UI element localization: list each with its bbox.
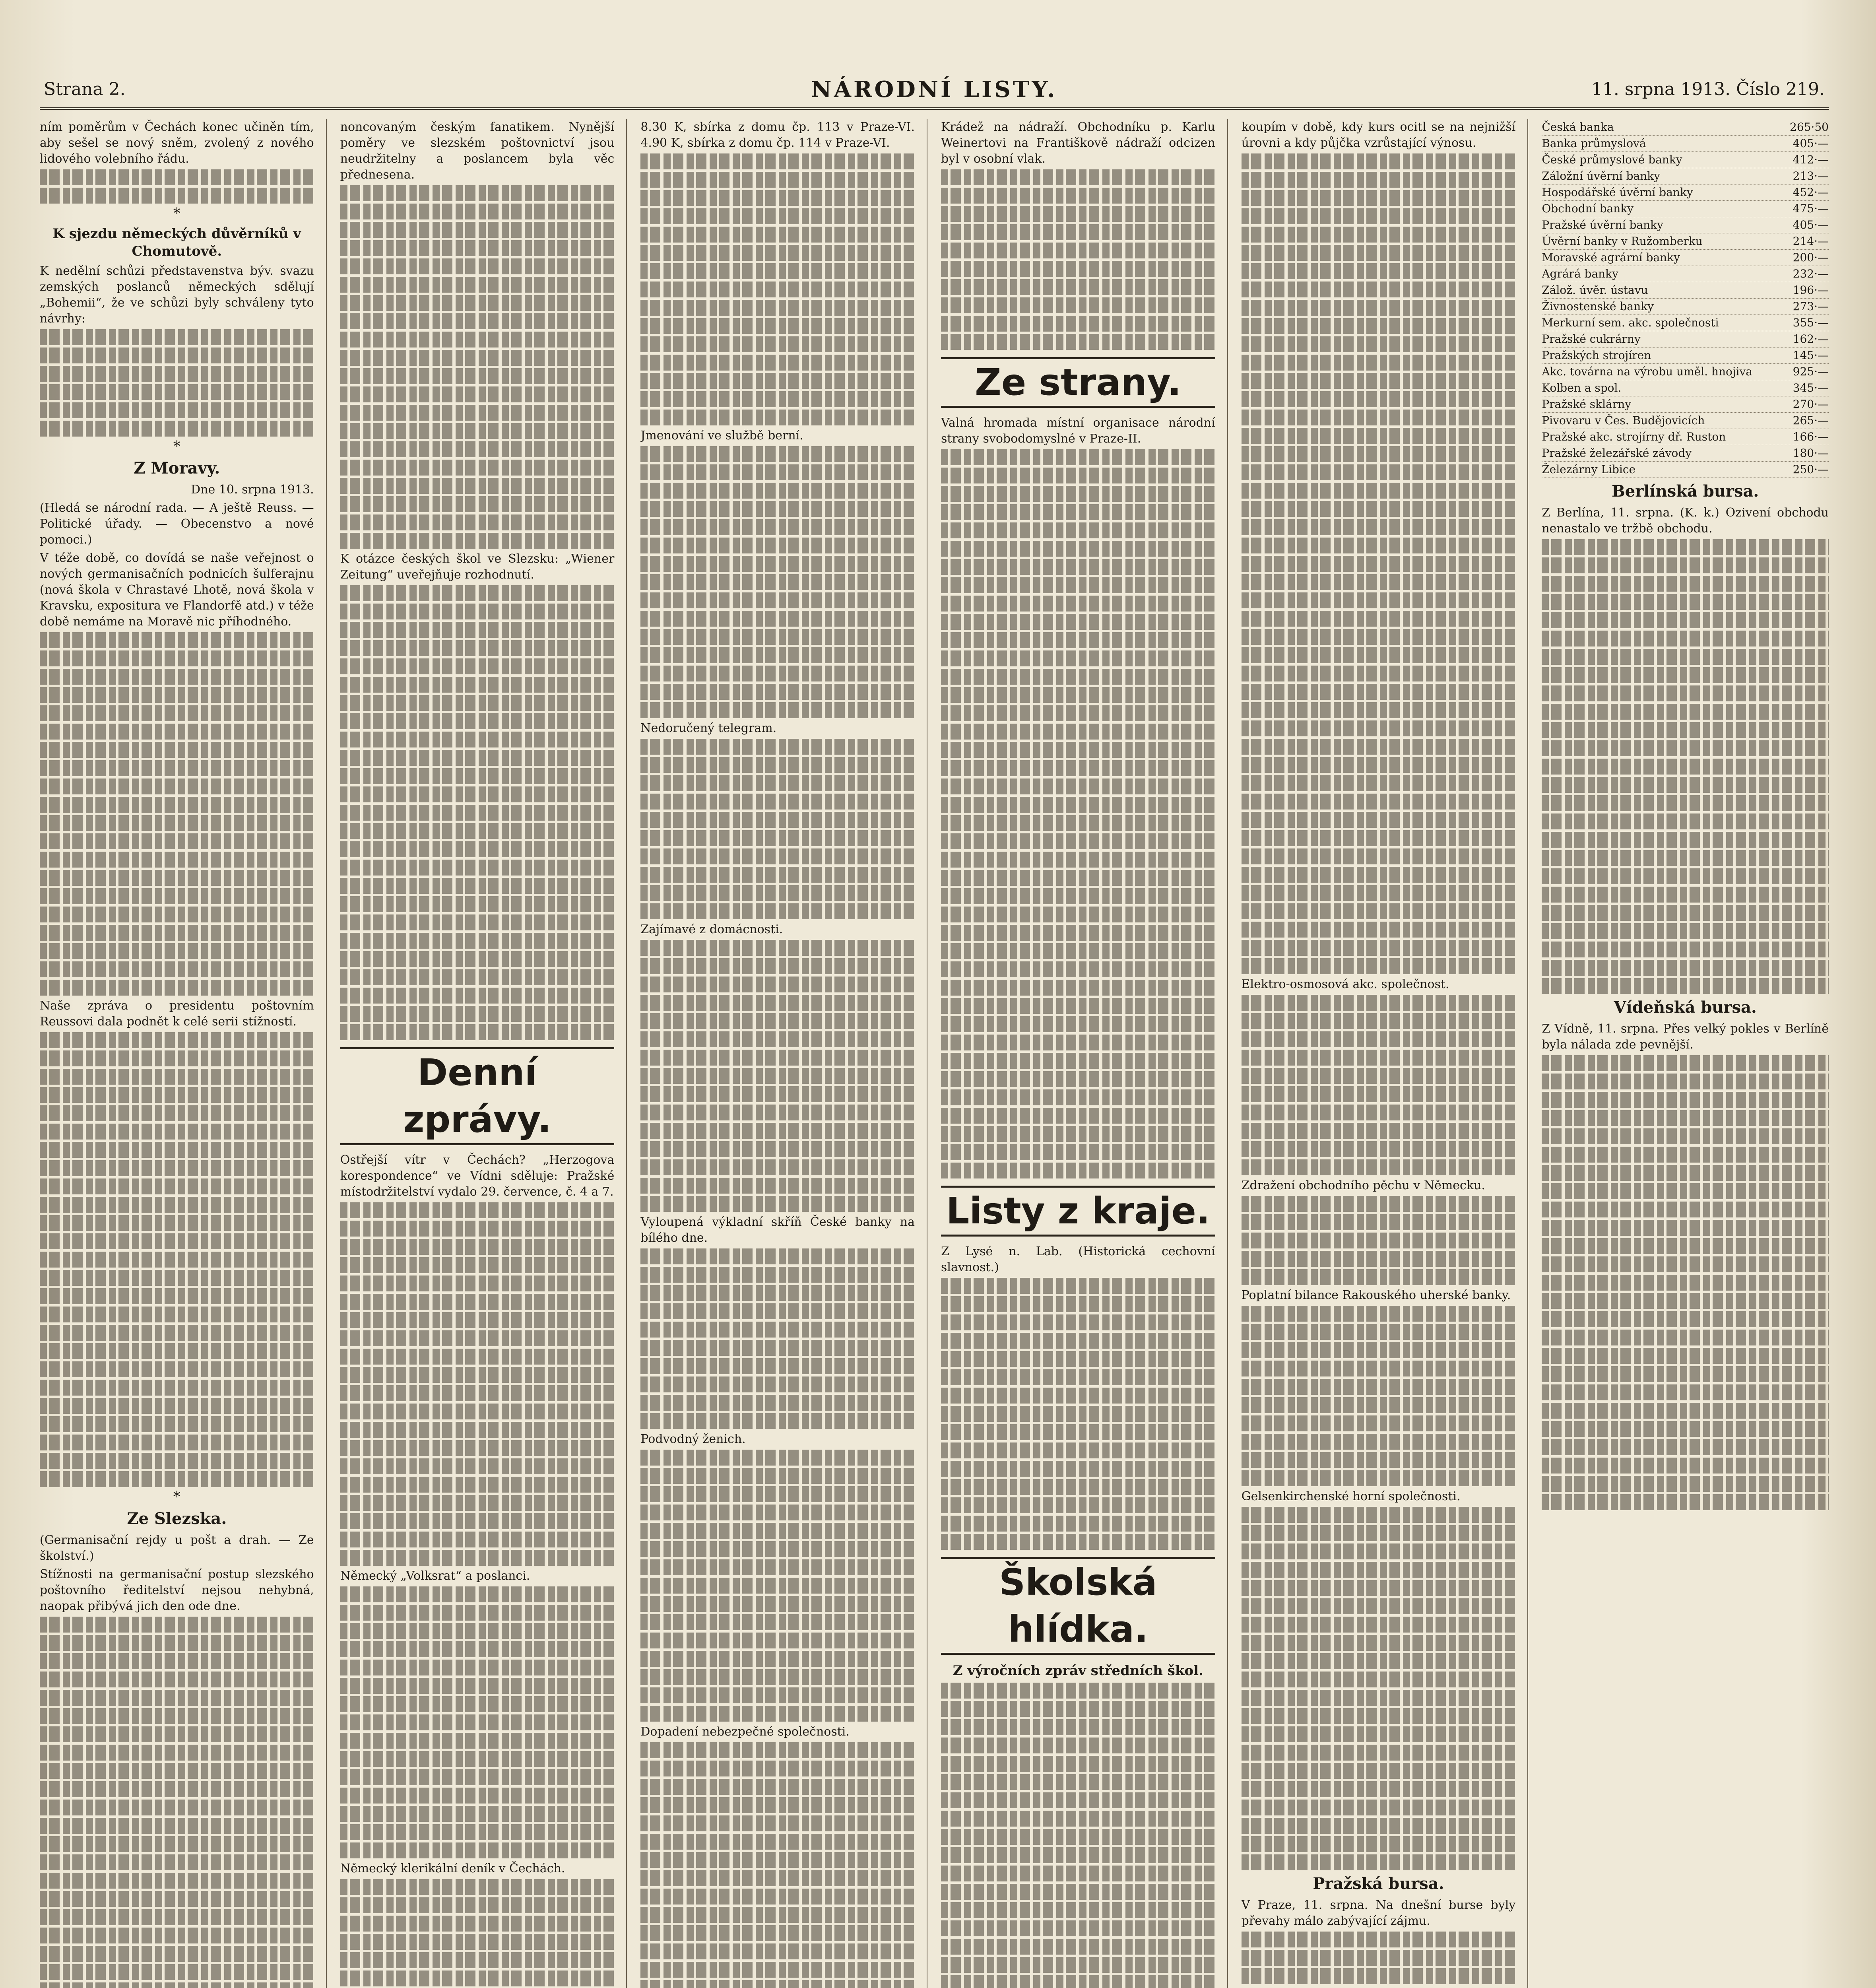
col2-text-3: Ostřejší vítr v Čechách? „Herzogova korespondence“ ve Vídni sděluje: Pražské místodržitelství vydalo 29. července, č. 4 a 7. [340,1153,615,1199]
heading-listy-z-kraje: Listy z kraje. [941,1186,1215,1237]
stock-price: 232·— [1793,267,1829,280]
stock-price: 265·50 [1790,120,1829,134]
sjezd-text: K nedělní schůzi představenstva býv. svazu zemských poslanců německých sdělují „Bohemii“, že ve schůzi byly schváleny tyto návrhy: [40,264,314,326]
col2-text-1: noncovaným českým fanatikem. Nynější poměry ve slezském poštovnictví jsou neudržitelny a poslancem byla věc přednesena. [340,120,615,182]
stock-name: Kolben a spol. [1542,381,1622,394]
table-row [1542,250,1829,266]
col5-text-1: koupím v době, kdy kurs ocitl se na nejnižší úrovni a kdy půjčka vzrůstající výnosu. [1241,120,1516,150]
col6-text-1: Z Berlína, 11. srpna. (K. k.) Ozivení obchodu nenastalo ve tržbě obchodu. [1542,506,1829,536]
col5-text-3: Zdražení obchodního pěchu v Německu. [1241,1178,1485,1192]
table-row [1542,364,1829,380]
masthead [40,76,1829,110]
stock-price: 214·— [1793,235,1829,248]
stock-name: Živnostenské banky [1542,300,1654,313]
stock-price: 273·— [1793,300,1829,313]
column-5 [1242,119,1529,1988]
stock-name: Pražské železářské závody [1542,447,1692,460]
col3-text-6: Podvodný ženich. [640,1432,746,1446]
col4-text-3: Z Lysé n. Lab. (Historická cechovní slavnost.) [941,1244,1215,1274]
stock-name: Záložní úvěrní banky [1542,169,1661,182]
stock-price: 475·— [1793,202,1829,215]
col3-text-5: Vyloupená výkladní skříň České banky na bílého dne. [640,1215,915,1245]
stock-name: Úvěrní banky v Ružomberku [1542,235,1703,248]
table-row [1542,136,1829,152]
col4-text-2: Valná hromada místní organisace národní strany svobodomyslné v Praze-II. [941,416,1215,446]
heading-ze-strany: Ze strany. [941,357,1215,408]
col4-text-1: Krádež na nádraží. Obchodníku p. Karlu Weinertovi na Františkově nádraží odcizen byl v osobní vlak. [941,120,1215,166]
stock-price: 213·— [1793,169,1829,182]
column-1: ním poměrům v Čechách konec učiněn tím, aby sešel se nový sněm, zvolený z nového lidového volebního řádu. * K sjezdu německých důvěrníků v Chomutově. K nedělní schůzi představenstva býv. svazu zemských poslanců německých sdělují „Bohemii“, že ve schůzi byly schváleny tyto návrhy: * Z Moravy. Dne 10. srpna 1913. (Hledá se národní rada. — A ještě Reuss. — Politické úřady. — Obecenstvo a nové pomoci.) V téže době, co dovídá se naše veřejnost o nových germanisačních podnicích šulferajnu (nová škola v Chrastavé Lhotě, nová škola v Kravsku, expositura ve Flandorfě atd.) v téže době nemáme na Moravě nic příhodného. Naše zpráva o presidentu poštovním Reussovi dala podnět k celé serii stížností. * Ze Slezska. (Germanisační rejdy u pošt a drah. — Ze školství.) Stížnosti na germanisační postup slezského poštovního ředitelství nejsou nehybná, naopak přibývá jich den ode dne. [40,119,327,1988]
intro-text: ním poměrům v Čechách konec učiněn tím, aby sešel se nový sněm, zvolený z nového lidového volebního řádu. [40,120,314,166]
col5-text-6: V Praze, 11. srpna. Na dnešní burse byly převahy málo zabývající zájmu. [1241,1898,1516,1928]
heading-berlinska-bursa: Berlínská bursa. [1611,482,1759,501]
col3-text-3: Nedoručený telegram. [640,721,777,735]
stock-name: Merkurní sem. akc. společnosti [1542,316,1719,329]
morava-date: Dne 10. srpna 1913. [191,483,314,497]
stock-price: 405·— [1793,137,1829,150]
heading-denni-zpravy: Denní zprávy. [340,1047,615,1145]
col3-text-4: Zajímavé z domácnosti. [640,922,783,936]
newspaper-title: NÁRODNÍ LISTY. [811,76,1057,103]
table-row [1542,331,1829,348]
stock-name: Pražských strojíren [1542,349,1651,362]
stock-name: Pražské úvěrní banky [1542,218,1663,231]
col5-text-5: Gelsenkirchenské horní společnosti. [1241,1489,1461,1503]
col5-text-2: Elektro-osmosová akc. společnost. [1241,977,1449,991]
stock-name: Hospodářské úvěrní banky [1542,186,1693,199]
heading-morava: Z Moravy. [134,459,220,478]
stock-price-table [1542,119,1829,478]
stock-name: Pražské cukrárny [1542,332,1641,346]
column-4 [941,119,1228,1988]
morava-text: V téže době, co dovídá se naše veřejnost o nových germanisačních podnicích šulferajnu (nová škola v Chrastavé Lhotě, nová škola v Kravsku, expositura ve Flandorfě atd.) v téže době nemáme na Moravě nic příhodného. [40,551,314,629]
stock-name: Akc. továrna na výrobu uměl. hnojiva [1542,365,1752,378]
col3-text-7: Dopadení nebezpečné společnosti. [640,1725,850,1739]
table-row [1542,201,1829,217]
stock-price: 270·— [1793,398,1829,411]
col2-text-4: Německý „Volksrat“ a poslanci. [340,1569,530,1583]
table-row [1542,299,1829,315]
stock-price: 250·— [1793,463,1829,476]
stock-price: 200·— [1793,251,1829,264]
stock-price: 355·— [1793,316,1829,329]
stock-price: 925·— [1793,365,1829,378]
slezsko-lead: (Germanisační rejdy u pošt a drah. — Ze školství.) [40,1533,314,1563]
stock-price: 162·— [1793,332,1829,346]
heading-videnska-bursa: Vídeňská bursa. [1614,998,1757,1017]
stock-name: Agrárá banky [1542,267,1618,280]
table-row [1542,348,1829,364]
table-row [1542,217,1829,233]
stock-price: 180·— [1793,447,1829,460]
subheading-skolska: Z výročních zpráv středních škol. [953,1663,1203,1679]
table-row [1542,429,1829,445]
table-row [1542,233,1829,250]
table-row [1542,413,1829,429]
heading-slezsko: Ze Slezska. [127,1509,227,1528]
page-number: Strana 2. [44,79,126,99]
heading-skolska-hlidka: Školská hlídka. [941,1557,1215,1655]
stock-name: Zálož. úvěr. ústavu [1542,283,1648,297]
reuss-text: Naše zpráva o presidentu poštovním Reussovi dala podnět k celé serii stížností. [40,999,314,1029]
column-6 [1542,119,1829,1988]
table-row [1542,445,1829,462]
column-3 [640,119,927,1988]
stock-price: 412·— [1793,153,1829,166]
table-row [1542,315,1829,331]
table-row [1542,168,1829,184]
stock-name: Obchodní banky [1542,202,1634,215]
heading-sjezd: K sjezdu německých důvěrníků v Chomutově. [52,226,301,259]
table-row [1542,396,1829,413]
table-row [1542,282,1829,299]
morava-lead: (Hledá se národní rada. — A ještě Reuss. — Politické úřady. — Obecenstvo a nové pomoci.) [40,501,314,547]
stock-price: 145·— [1793,349,1829,362]
stock-name: Česká banka [1542,120,1614,134]
table-row [1542,266,1829,282]
table-row [1542,152,1829,168]
stock-name: Železárny Libice [1542,463,1636,476]
stock-name: Pražské sklárny [1542,398,1632,411]
issue-date: 11. srpna 1913. Číslo 219. [1591,79,1825,99]
col5-text-4: Poplatní bilance Rakouského uherské banky. [1241,1288,1511,1302]
stock-price: 196·— [1793,283,1829,297]
col2-text-2: K otázce českých škol ve Slezsku: „Wiener Zeitung“ uveřejňuje rozhodnutí. [340,552,615,582]
stock-name: Pivovaru v Čes. Budějovicích [1542,414,1705,427]
stock-name: České průmyslové banky [1542,153,1682,166]
stock-name: Moravské agrární banky [1542,251,1680,264]
col6-text-2: Z Vídně, 11. srpna. Přes velký pokles v Berlíně byla nálada zde pevnější. [1542,1022,1829,1052]
table-row [1542,119,1829,136]
col3-text-1: 8.30 K, sbírka z domu čp. 113 v Praze-VI. 4.90 K, sbírka z domu čp. 114 v Praze-VI. [640,120,915,150]
stock-price: 166·— [1793,430,1829,443]
col2-text-5: Německý klerikální deník v Čechách. [340,1862,565,1875]
col3-text-2: Jmenování ve službě berní. [640,429,803,443]
article-columns [40,119,1829,1988]
table-row [1542,184,1829,201]
stock-name: Pražské akc. strojírny dř. Ruston [1542,430,1726,443]
heading-prazska-bursa: Pražská bursa. [1313,1874,1444,1893]
slezsko-text: Stížnosti na germanisační postup slezského poštovního ředitelství nejsou nehybná, naopak přibývá jich den ode dne. [40,1567,314,1613]
stock-price: 265·— [1793,414,1829,427]
column-2 [340,119,627,1988]
table-row [1542,380,1829,396]
stock-price: 345·— [1793,381,1829,394]
stock-price: 452·— [1793,186,1829,199]
stock-price: 405·— [1793,218,1829,231]
stock-name: Banka průmyslová [1542,137,1646,150]
table-row [1542,462,1829,478]
